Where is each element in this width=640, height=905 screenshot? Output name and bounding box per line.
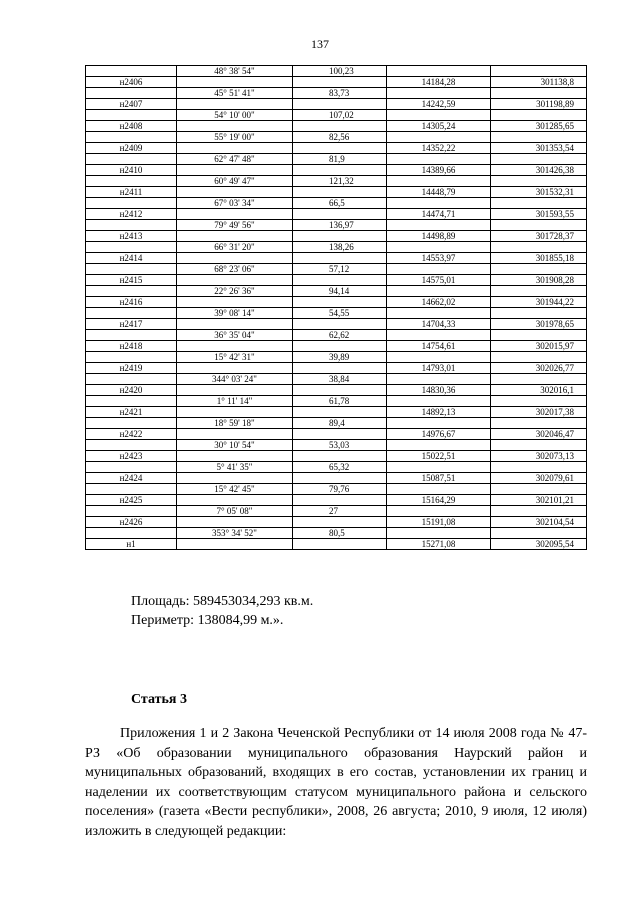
angle-cell: [177, 319, 293, 330]
angle-cell: [177, 165, 293, 176]
y-coordinate-cell: [491, 286, 587, 297]
angle-cell: [177, 451, 293, 462]
segment-row: [86, 484, 587, 495]
y-coordinate-cell: [491, 396, 587, 407]
distance-cell: [293, 77, 387, 88]
x-coordinate-cell: 14793,01: [387, 363, 491, 374]
point-name-cell: [86, 88, 177, 99]
y-coordinate-cell: [491, 484, 587, 495]
y-coordinate-cell: 302017,38: [491, 407, 587, 418]
distance-cell: [293, 451, 387, 462]
y-coordinate-cell: 301944,22: [491, 297, 587, 308]
point-row: [86, 165, 587, 176]
angle-cell: 30° 10' 54": [177, 440, 293, 451]
angle-cell: [177, 297, 293, 308]
y-coordinate-cell: 302016,1: [491, 385, 587, 396]
point-name-cell: н2406: [86, 77, 177, 88]
angle-cell: [177, 407, 293, 418]
distance-cell: [293, 99, 387, 110]
angle-cell: 7° 05' 08": [177, 506, 293, 517]
point-row: [86, 99, 587, 110]
coordinates-table: [85, 65, 587, 550]
angle-cell: 18° 59' 18": [177, 418, 293, 429]
x-coordinate-cell: [387, 198, 491, 209]
angle-cell: [177, 231, 293, 242]
y-coordinate-cell: [491, 198, 587, 209]
y-coordinate-cell: 301855,18: [491, 253, 587, 264]
x-coordinate-cell: 14389,66: [387, 165, 491, 176]
y-coordinate-cell: 302079,61: [491, 473, 587, 484]
y-coordinate-cell: 302101,21: [491, 495, 587, 506]
distance-cell: [293, 253, 387, 264]
distance-cell: [293, 429, 387, 440]
distance-cell: 107,02: [293, 110, 387, 121]
angle-cell: 39° 08' 14": [177, 308, 293, 319]
x-coordinate-cell: [387, 66, 491, 77]
point-name-cell: н2416: [86, 297, 177, 308]
x-coordinate-cell: [387, 484, 491, 495]
distance-cell: [293, 473, 387, 484]
y-coordinate-cell: [491, 374, 587, 385]
x-coordinate-cell: [387, 132, 491, 143]
y-coordinate-cell: [491, 88, 587, 99]
y-coordinate-cell: 302095,54: [491, 539, 587, 550]
angle-cell: 15° 42' 31": [177, 352, 293, 363]
segment-row: [86, 308, 587, 319]
x-coordinate-cell: 15022,51: [387, 451, 491, 462]
angle-cell: [177, 517, 293, 528]
point-name-cell: н2414: [86, 253, 177, 264]
y-coordinate-cell: 302104,54: [491, 517, 587, 528]
distance-cell: [293, 385, 387, 396]
point-name-cell: [86, 220, 177, 231]
y-coordinate-cell: [491, 154, 587, 165]
angle-cell: 15° 42' 45": [177, 484, 293, 495]
angle-cell: [177, 429, 293, 440]
x-coordinate-cell: [387, 220, 491, 231]
distance-cell: 39,89: [293, 352, 387, 363]
y-coordinate-cell: [491, 506, 587, 517]
angle-cell: [177, 187, 293, 198]
angle-cell: 66° 31' 20": [177, 242, 293, 253]
point-name-cell: [86, 374, 177, 385]
article-text: [85, 724, 587, 841]
y-coordinate-cell: [491, 132, 587, 143]
y-coordinate-cell: [491, 330, 587, 341]
point-name-cell: н2419: [86, 363, 177, 374]
point-name-cell: [86, 440, 177, 451]
point-name-cell: [86, 484, 177, 495]
angle-cell: 60° 49' 47": [177, 176, 293, 187]
angle-cell: [177, 385, 293, 396]
distance-cell: [293, 297, 387, 308]
distance-cell: 100,23: [293, 66, 387, 77]
point-name-cell: [86, 154, 177, 165]
distance-cell: 57,12: [293, 264, 387, 275]
point-name-cell: н2426: [86, 517, 177, 528]
segment-row: [86, 330, 587, 341]
distance-cell: 82,56: [293, 132, 387, 143]
segment-row: [86, 66, 587, 77]
point-name-cell: н2408: [86, 121, 177, 132]
angle-cell: 45° 51' 41": [177, 88, 293, 99]
point-row: [86, 231, 587, 242]
x-coordinate-cell: 15191,08: [387, 517, 491, 528]
distance-cell: 136,97: [293, 220, 387, 231]
x-coordinate-cell: [387, 242, 491, 253]
x-coordinate-cell: 14242,59: [387, 99, 491, 110]
angle-cell: 68° 23' 06": [177, 264, 293, 275]
perimeter-text: Периметр: 138084,99 м.».: [131, 613, 284, 628]
y-coordinate-cell: 302015,97: [491, 341, 587, 352]
distance-cell: 53,03: [293, 440, 387, 451]
x-coordinate-cell: [387, 374, 491, 385]
angle-cell: 22° 26' 36": [177, 286, 293, 297]
segment-row: [86, 462, 587, 473]
y-coordinate-cell: [491, 176, 587, 187]
x-coordinate-cell: 14892,13: [387, 407, 491, 418]
distance-cell: [293, 165, 387, 176]
point-name-cell: н1: [86, 539, 177, 550]
point-name-cell: н2407: [86, 99, 177, 110]
point-name-cell: н2420: [86, 385, 177, 396]
point-name-cell: н2409: [86, 143, 177, 154]
distance-cell: [293, 143, 387, 154]
point-name-cell: [86, 286, 177, 297]
x-coordinate-cell: [387, 176, 491, 187]
point-name-cell: [86, 242, 177, 253]
angle-cell: [177, 473, 293, 484]
segment-row: [86, 264, 587, 275]
y-coordinate-cell: [491, 220, 587, 231]
angle-cell: [177, 495, 293, 506]
segment-row: [86, 88, 587, 99]
x-coordinate-cell: [387, 286, 491, 297]
segment-row: [86, 528, 587, 539]
angle-cell: [177, 143, 293, 154]
angle-cell: 67° 03' 34": [177, 198, 293, 209]
point-name-cell: [86, 264, 177, 275]
distance-cell: 27: [293, 506, 387, 517]
x-coordinate-cell: 14575,01: [387, 275, 491, 286]
segment-row: [86, 242, 587, 253]
x-coordinate-cell: [387, 110, 491, 121]
x-coordinate-cell: 14553,97: [387, 253, 491, 264]
angle-cell: 1° 11' 14": [177, 396, 293, 407]
distance-cell: 83,73: [293, 88, 387, 99]
point-name-cell: [86, 528, 177, 539]
point-name-cell: н2425: [86, 495, 177, 506]
point-name-cell: н2411: [86, 187, 177, 198]
distance-cell: 121,32: [293, 176, 387, 187]
x-coordinate-cell: 14184,28: [387, 77, 491, 88]
segment-row: [86, 176, 587, 187]
angle-cell: [177, 209, 293, 220]
distance-cell: [293, 495, 387, 506]
point-name-cell: н2413: [86, 231, 177, 242]
y-coordinate-cell: 301728,37: [491, 231, 587, 242]
angle-cell: [177, 121, 293, 132]
distance-cell: 65,32: [293, 462, 387, 473]
y-coordinate-cell: [491, 418, 587, 429]
x-coordinate-cell: 14754,61: [387, 341, 491, 352]
distance-cell: 89,4: [293, 418, 387, 429]
segment-row: [86, 440, 587, 451]
point-row: [86, 407, 587, 418]
distance-cell: 138,26: [293, 242, 387, 253]
distance-cell: 62,62: [293, 330, 387, 341]
y-coordinate-cell: 301532,31: [491, 187, 587, 198]
x-coordinate-cell: [387, 418, 491, 429]
x-coordinate-cell: [387, 528, 491, 539]
angle-cell: 36° 35' 04": [177, 330, 293, 341]
point-name-cell: н2421: [86, 407, 177, 418]
point-name-cell: н2422: [86, 429, 177, 440]
y-coordinate-cell: 301426,38: [491, 165, 587, 176]
x-coordinate-cell: [387, 154, 491, 165]
distance-cell: [293, 231, 387, 242]
segment-row: [86, 154, 587, 165]
point-row: [86, 539, 587, 550]
distance-cell: [293, 121, 387, 132]
point-row: [86, 451, 587, 462]
x-coordinate-cell: 14498,89: [387, 231, 491, 242]
point-row: [86, 209, 587, 220]
angle-cell: 79° 49' 56": [177, 220, 293, 231]
x-coordinate-cell: [387, 462, 491, 473]
x-coordinate-cell: 14474,71: [387, 209, 491, 220]
segment-row: [86, 286, 587, 297]
distance-cell: [293, 517, 387, 528]
distance-cell: [293, 341, 387, 352]
y-coordinate-cell: 302073,13: [491, 451, 587, 462]
coordinates-table-body: [86, 66, 587, 550]
x-coordinate-cell: 15087,51: [387, 473, 491, 484]
point-name-cell: [86, 66, 177, 77]
x-coordinate-cell: 14830,36: [387, 385, 491, 396]
page-number: 137: [311, 37, 329, 51]
point-row: [86, 517, 587, 528]
y-coordinate-cell: 301908,28: [491, 275, 587, 286]
segment-row: [86, 396, 587, 407]
distance-cell: 66,5: [293, 198, 387, 209]
x-coordinate-cell: [387, 506, 491, 517]
distance-cell: 38,84: [293, 374, 387, 385]
x-coordinate-cell: [387, 308, 491, 319]
y-coordinate-cell: 301978,65: [491, 319, 587, 330]
point-name-cell: н2423: [86, 451, 177, 462]
point-name-cell: [86, 110, 177, 121]
area-text: Площадь: 589453034,293 кв.м.: [131, 594, 314, 609]
x-coordinate-cell: [387, 396, 491, 407]
point-row: [86, 77, 587, 88]
y-coordinate-cell: 301593,55: [491, 209, 587, 220]
angle-cell: [177, 275, 293, 286]
y-coordinate-cell: [491, 264, 587, 275]
y-coordinate-cell: 301138,8: [491, 77, 587, 88]
y-coordinate-cell: 301285,65: [491, 121, 587, 132]
y-coordinate-cell: 301198,89: [491, 99, 587, 110]
point-name-cell: [86, 352, 177, 363]
point-row: [86, 495, 587, 506]
distance-cell: 80,5: [293, 528, 387, 539]
x-coordinate-cell: [387, 330, 491, 341]
x-coordinate-cell: 14976,67: [387, 429, 491, 440]
point-name-cell: н2418: [86, 341, 177, 352]
distance-cell: [293, 363, 387, 374]
segment-row: [86, 110, 587, 121]
point-name-cell: [86, 308, 177, 319]
angle-cell: [177, 539, 293, 550]
point-row: [86, 429, 587, 440]
point-row: [86, 253, 587, 264]
point-row: [86, 341, 587, 352]
distance-cell: 54,55: [293, 308, 387, 319]
angle-cell: 5° 41' 35": [177, 462, 293, 473]
distance-cell: [293, 275, 387, 286]
distance-cell: [293, 319, 387, 330]
point-row: [86, 363, 587, 374]
distance-cell: 94,14: [293, 286, 387, 297]
point-name-cell: [86, 462, 177, 473]
segment-row: [86, 220, 587, 231]
y-coordinate-cell: [491, 440, 587, 451]
y-coordinate-cell: [491, 462, 587, 473]
angle-cell: 54° 10' 00": [177, 110, 293, 121]
angle-cell: [177, 77, 293, 88]
distance-cell: 79,76: [293, 484, 387, 495]
article-title: Статья 3: [131, 692, 187, 707]
y-coordinate-cell: 301353,54: [491, 143, 587, 154]
angle-cell: 344° 03' 24": [177, 374, 293, 385]
point-row: [86, 121, 587, 132]
y-coordinate-cell: 302026,77: [491, 363, 587, 374]
y-coordinate-cell: [491, 242, 587, 253]
angle-cell: 48° 38' 54": [177, 66, 293, 77]
y-coordinate-cell: [491, 110, 587, 121]
x-coordinate-cell: [387, 88, 491, 99]
y-coordinate-cell: [491, 308, 587, 319]
segment-row: [86, 418, 587, 429]
distance-cell: [293, 187, 387, 198]
x-coordinate-cell: [387, 352, 491, 363]
point-name-cell: [86, 418, 177, 429]
x-coordinate-cell: 15164,29: [387, 495, 491, 506]
point-name-cell: [86, 506, 177, 517]
angle-cell: 62° 47' 48": [177, 154, 293, 165]
segment-row: [86, 374, 587, 385]
boundary-summary: [131, 592, 313, 630]
y-coordinate-cell: [491, 352, 587, 363]
point-row: [86, 297, 587, 308]
point-name-cell: н2415: [86, 275, 177, 286]
point-row: [86, 275, 587, 286]
distance-cell: [293, 539, 387, 550]
y-coordinate-cell: 302046,47: [491, 429, 587, 440]
distance-cell: 81,9: [293, 154, 387, 165]
distance-cell: [293, 407, 387, 418]
x-coordinate-cell: 14448,79: [387, 187, 491, 198]
segment-row: [86, 132, 587, 143]
y-coordinate-cell: [491, 528, 587, 539]
x-coordinate-cell: [387, 264, 491, 275]
x-coordinate-cell: [387, 440, 491, 451]
point-name-cell: [86, 198, 177, 209]
distance-cell: [293, 209, 387, 220]
x-coordinate-cell: 14704,33: [387, 319, 491, 330]
article-body: Приложения 1 и 2 Закона Чеченской Республики от 14 июля 2008 года № 47-РЗ «Об образовании муниципального образования Наурский район и муниципальных образований, входящих в его состав, установлении их границ и наделении их соответствующим статусом муниципального района и сельского поселения» (газета «Вести республики», 2008, 26 августа; 2010, 9 июля, 12 июля) изложить в следующей редакции:: [85, 726, 587, 839]
point-name-cell: н2410: [86, 165, 177, 176]
x-coordinate-cell: 14352,22: [387, 143, 491, 154]
y-coordinate-cell: [491, 66, 587, 77]
point-name-cell: [86, 176, 177, 187]
segment-row: [86, 352, 587, 363]
angle-cell: [177, 341, 293, 352]
point-row: [86, 473, 587, 484]
point-name-cell: [86, 132, 177, 143]
angle-cell: [177, 363, 293, 374]
point-row: [86, 143, 587, 154]
point-name-cell: н2412: [86, 209, 177, 220]
distance-cell: 61,78: [293, 396, 387, 407]
angle-cell: 55° 19' 00": [177, 132, 293, 143]
x-coordinate-cell: 15271,08: [387, 539, 491, 550]
point-row: [86, 187, 587, 198]
segment-row: [86, 198, 587, 209]
point-name-cell: н2417: [86, 319, 177, 330]
x-coordinate-cell: 14662,02: [387, 297, 491, 308]
point-name-cell: [86, 330, 177, 341]
point-name-cell: н2424: [86, 473, 177, 484]
point-row: [86, 319, 587, 330]
angle-cell: [177, 253, 293, 264]
angle-cell: 353° 34' 52": [177, 528, 293, 539]
x-coordinate-cell: 14305,24: [387, 121, 491, 132]
point-row: [86, 385, 587, 396]
point-name-cell: [86, 396, 177, 407]
angle-cell: [177, 99, 293, 110]
segment-row: [86, 506, 587, 517]
